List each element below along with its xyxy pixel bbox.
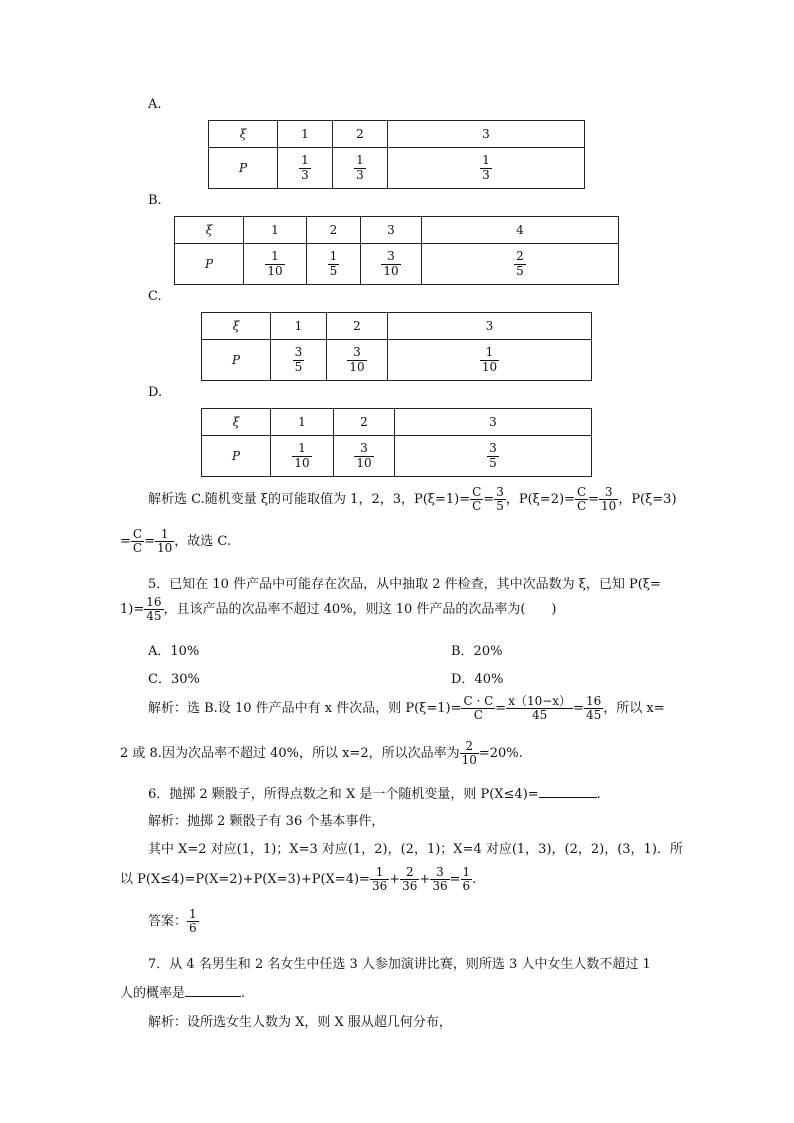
value-cell: 2 [333, 121, 388, 148]
p-header: P [209, 148, 278, 189]
p-header: P [202, 436, 271, 477]
option-a-table [208, 120, 585, 189]
p-header: P [202, 340, 271, 381]
q7-stem-line1: 7．从 4 名男生和 2 名女生中任选 3 人参加演讲比赛，则所选 3 人中女生人数不超过 1 [148, 957, 651, 972]
prob-cell: $\frac{1}{3}$ [333, 148, 388, 189]
option-c-label: C. [148, 289, 162, 304]
q6-solution-line3: 以 P(X≤4)=P(X=2)+P(X=3)+P(X=4)= $\frac{1}{36}$ + $\frac{2}{36}$ + $\frac{3}{36}$ = $\frac{1}{6}$ . [120, 865, 477, 894]
value-cell: 1 [271, 313, 327, 340]
value-cell: 3 [388, 121, 585, 148]
q4-solution-line2: = $\frac{C}{C}$ = $\frac{1}{10}$ ，故选 C. [120, 527, 232, 556]
option-a-label: A. [148, 97, 162, 112]
q5-stem-line2: 1)= $\frac{16}{45}$ ，且该产品的次品率不超过 40%，则这 10 件产品的次品率为( ) [120, 595, 557, 624]
option-b-label: B. [148, 193, 162, 208]
p-header: P [175, 244, 244, 285]
value-cell: 2 [307, 217, 361, 244]
q5-stem-line1: 5．已知在 10 件产品中可能存在次品，从中抽取 2 件检查，其中次品数为 ξ，已知 P(ξ= [148, 577, 661, 592]
xi-header: ξ [202, 409, 271, 436]
q6-solution-line2: 其中 X=2 对应(1，1)；X=3 对应(1，2)，(2，1)；X=4 对应(1，3)，(2，2)，(3，1)．所 [148, 842, 683, 857]
xi-header: ξ [202, 313, 271, 340]
q7-stem-line2: 人的概率是 . [120, 986, 246, 1001]
prob-cell: $\frac{1}{3}$ [388, 148, 585, 189]
prob-cell: $\frac{1}{10}$ [271, 436, 334, 477]
q6-answer: 答案： $\frac{1}{6}$ [148, 907, 197, 936]
q6-solution-line1: 解析：抛掷 2 颗骰子有 36 个基本事件， [148, 814, 385, 829]
value-cell: 1 [278, 121, 333, 148]
value-cell: 3 [395, 409, 592, 436]
answer-blank [539, 785, 597, 798]
prob-cell: $\frac{3}{5}$ [271, 340, 327, 381]
value-cell: 2 [334, 409, 395, 436]
prob-cell: $\frac{2}{5}$ [422, 244, 619, 285]
prob-cell: $\frac{3}{10}$ [361, 244, 422, 285]
q5-option-c: C．30% [148, 672, 200, 687]
prob-cell: $\frac{3}{5}$ [395, 436, 592, 477]
option-d-label: D. [148, 385, 163, 400]
prob-cell: $\frac{1}{5}$ [307, 244, 361, 285]
answer-blank [185, 984, 241, 997]
q7-solution-line1: 解析：设所选女生人数为 X，则 X 服从超几何分布， [148, 1015, 452, 1030]
prob-cell: $\frac{1}{10}$ [244, 244, 307, 285]
option-b-table [174, 216, 619, 285]
q5-option-b: B．20% [451, 644, 503, 659]
xi-header: ξ [175, 217, 244, 244]
xi-header: ξ [209, 121, 278, 148]
value-cell: 1 [271, 409, 334, 436]
prob-cell: $\frac{3}{10}$ [334, 436, 395, 477]
prob-cell: $\frac{3}{10}$ [327, 340, 388, 381]
option-c-table [201, 312, 592, 381]
value-cell: 2 [327, 313, 388, 340]
prob-cell: $\frac{1}{10}$ [388, 340, 592, 381]
value-cell: 3 [361, 217, 422, 244]
q5-solution-line2: 2 或 8.因为次品率不超过 40%，所以 x=2，所以次品率为 $\frac{2}{10}$ =20%. [120, 739, 523, 768]
q5-option-d: D．40% [451, 672, 504, 687]
option-d-table [201, 408, 592, 477]
value-cell: 3 [388, 313, 592, 340]
q5-option-a: A．10% [148, 644, 200, 659]
q5-solution-line1: 解析：选 B.设 10 件产品中有 x 件次品，则 P(ξ=1)= $\frac{C \cdot C}{C}$ = $\frac{x(10-x)}{45}$ = $\frac{16}{45}$ ，所以 x= [148, 694, 665, 723]
q6-stem: 6．抛掷 2 颗骰子，所得点数之和 X 是一个随机变量，则 P(X≤4)= . [148, 787, 601, 802]
value-cell: 1 [244, 217, 307, 244]
prob-cell: $\frac{1}{3}$ [278, 148, 333, 189]
value-cell: 4 [422, 217, 619, 244]
q4-solution-line1: 解析选 C.随机变量 ξ的可能取值为 1，2，3，P(ξ=1)= $\frac{C}{C}$ = $\frac{3}{5}$ ，P(ξ=2)= $\frac{C}{C}$ = $\frac{3}{10}$ ，P(ξ=3) [148, 485, 677, 514]
